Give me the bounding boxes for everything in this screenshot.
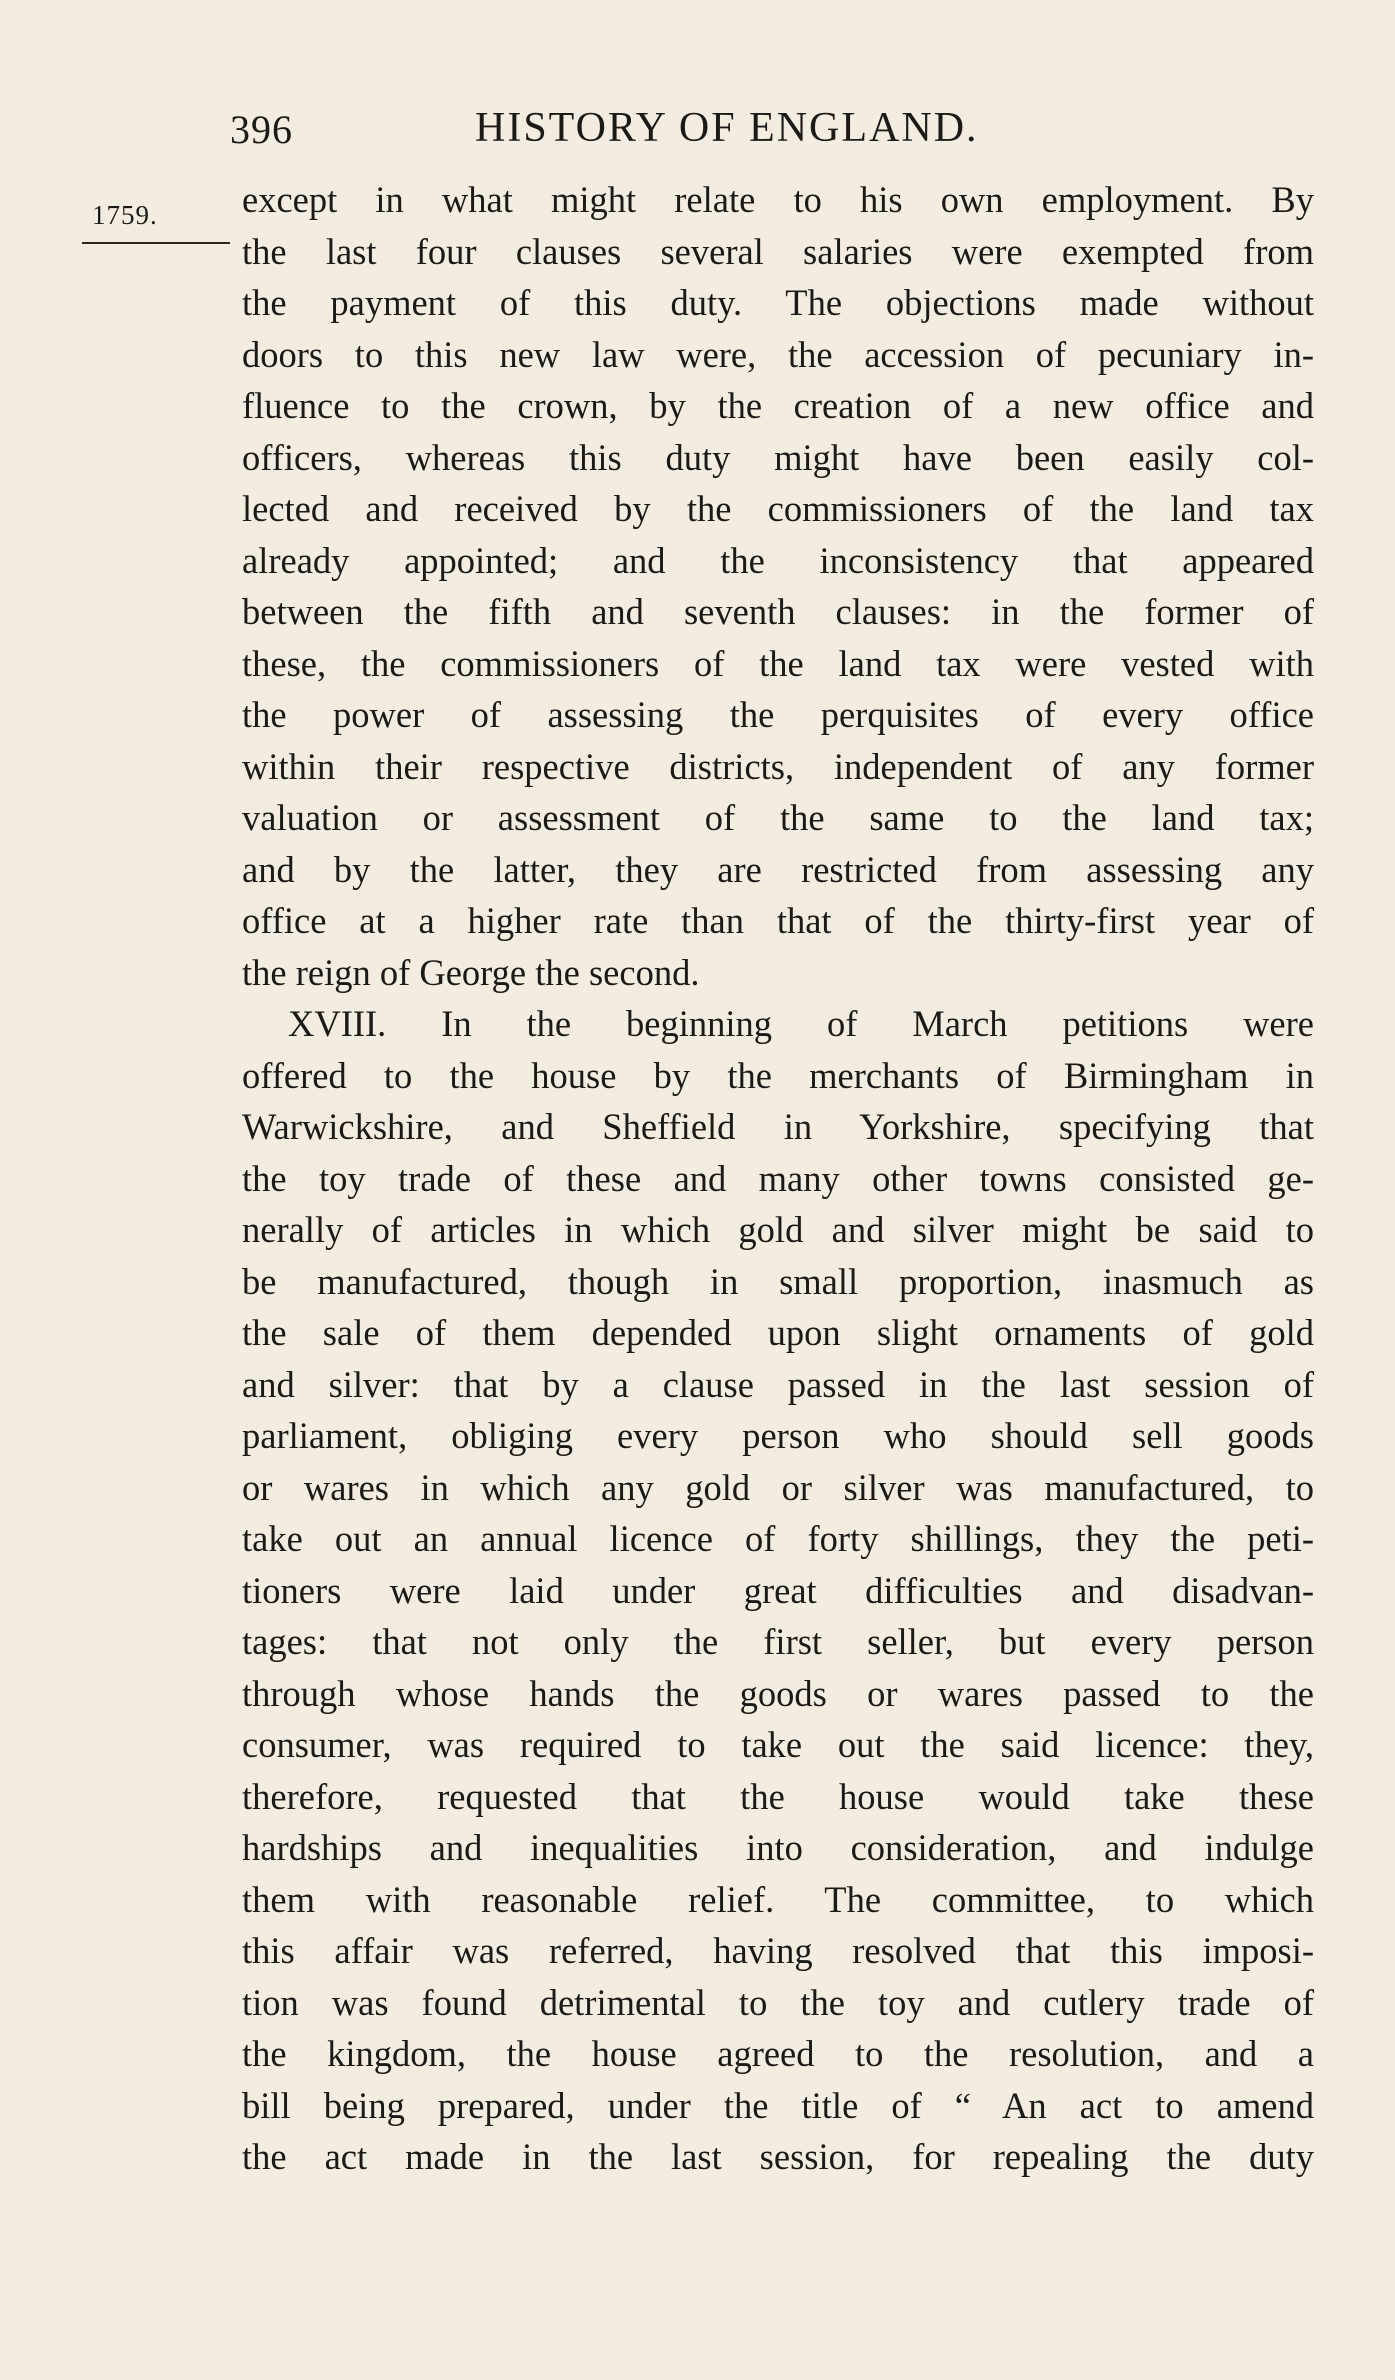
text-line: already appointed; and the inconsistency that appeared: [242, 539, 1314, 581]
text-line: within their respective districts, independent of any former: [242, 745, 1314, 787]
text-line: office at a higher rate than that of the thirty-first year of: [242, 900, 1314, 941]
text-line: the kingdom, the house agreed to the resolution, and a: [242, 2033, 1314, 2074]
text-line: the payment of this duty. The objections made without: [242, 282, 1314, 323]
text-line: tages: that not only the first seller, but every person: [242, 1621, 1314, 1662]
section-heading-line: XVIII. In the beginning of March petitions were: [288, 1003, 1314, 1044]
text-line: except in what might relate to his own employment. By: [242, 179, 1314, 220]
text-line: doors to this new law were, the accession of pecuniary in-: [242, 333, 1314, 375]
text-line: officers, whereas this duty might have been easily col-: [242, 436, 1314, 478]
paragraph-last-line: the reign of George the second.: [242, 951, 700, 993]
text-line: the act made in the last session, for repealing the duty: [242, 2136, 1314, 2177]
margin-rule: [82, 242, 230, 244]
text-line: this affair was referred, having resolved that this imposi-: [242, 1930, 1314, 1971]
text-line: tioners were laid under great difficulties and disadvan-: [242, 1569, 1314, 1611]
text-line: take out an annual licence of forty shillings, they the peti-: [242, 1518, 1314, 1559]
text-line: and by the latter, they are restricted from assessing any: [242, 848, 1314, 890]
text-line: offered to the house by the merchants of Birmingham in: [242, 1054, 1314, 1096]
text-line: be manufactured, though in small proportion, inasmuch as: [242, 1260, 1314, 1302]
running-head: HISTORY OF ENGLAND.: [475, 105, 979, 151]
text-line: the sale of them depended upon slight ornaments of gold: [242, 1312, 1314, 1353]
text-line: valuation or assessment of the same to the land tax;: [242, 797, 1314, 838]
text-line: bill being prepared, under the title of “ An act to amend: [242, 2084, 1314, 2126]
body-text: [242, 174, 1314, 2183]
page-number: 396: [230, 107, 293, 152]
text-line: or wares in which any gold or silver was manufactured, to: [242, 1466, 1314, 1508]
text-line: tion was found detrimental to the toy and cutlery trade of: [242, 1981, 1314, 2023]
text-line: nerally of articles in which gold and silver might be said to: [242, 1209, 1314, 1250]
margin-year-note: 1759.: [92, 200, 158, 230]
text-line: Warwickshire, and Sheffield in Yorkshire, specifying that: [242, 1106, 1314, 1147]
text-line: consumer, was required to take out the said licence: they,: [242, 1724, 1314, 1765]
text-line: fluence to the crown, by the creation of a new office and: [242, 385, 1314, 426]
text-line: hardships and inequalities into consideration, and indulge: [242, 1827, 1314, 1868]
page-header: [230, 100, 1090, 160]
text-line: the power of assessing the perquisites of every office: [242, 694, 1314, 735]
text-line: between the fifth and seventh clauses: in the former of: [242, 591, 1314, 632]
text-line: parliament, obliging every person who should sell goods: [242, 1415, 1314, 1456]
text-line: lected and received by the commissioners of the land tax: [242, 488, 1314, 529]
text-line: the last four clauses several salaries were exempted from: [242, 230, 1314, 272]
text-line: and silver: that by a clause passed in the last session of: [242, 1363, 1314, 1405]
text-line: the toy trade of these and many other towns consisted ge-: [242, 1157, 1314, 1199]
text-line: therefore, requested that the house would take these: [242, 1775, 1314, 1817]
text-line: through whose hands the goods or wares passed to the: [242, 1672, 1314, 1714]
text-line: them with reasonable relief. The committee, to which: [242, 1878, 1314, 1920]
text-line: these, the commissioners of the land tax were vested with: [242, 642, 1314, 684]
